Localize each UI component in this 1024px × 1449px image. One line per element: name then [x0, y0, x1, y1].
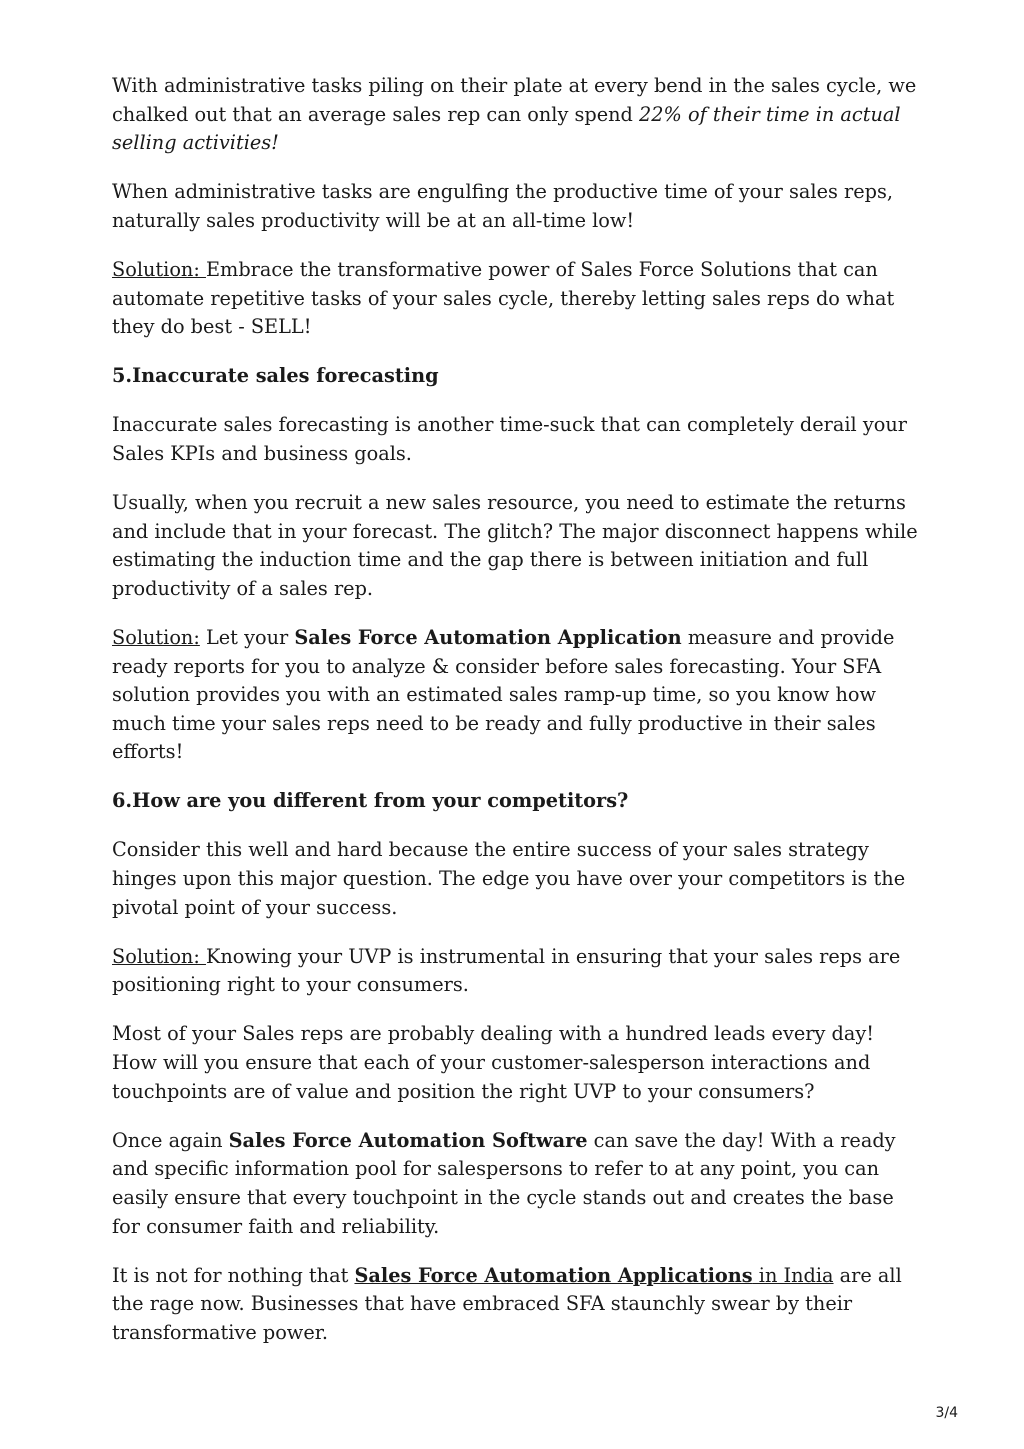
solution-text-pre: Let your	[199, 625, 295, 649]
paragraph-forecasting-intro: Inaccurate sales forecasting is another time-suck that can completely derail your Sales KPIs and business goals.	[112, 413, 907, 465]
paragraph-sfa-software	[112, 1127, 924, 1241]
italic-statistic: 22% of their time in actual selling activities!	[112, 102, 901, 155]
bold-term: Sales Force Automation Application	[294, 625, 682, 649]
paragraph-text-pre: It is not for nothing that	[112, 1263, 355, 1287]
heading-competitors: 6.How are you different from your competitors?	[112, 789, 629, 813]
paragraph-admin-tasks	[112, 72, 924, 158]
bold-term: Sales Force Automation Software	[228, 1128, 588, 1152]
paragraph-solution-automate	[112, 256, 924, 342]
link-text: in India	[752, 1263, 834, 1287]
paragraph-productivity: When administrative tasks are engulfing the productive time of your sales reps, naturally sales productivity will be at an all-time low!	[112, 180, 894, 232]
solution-text: Embrace the transformative power of Sales Force Solutions that can automate repetitive tasks of your sales cycle, thereby letting sales reps do what they do best - SELL!	[112, 257, 895, 339]
solution-label: Solution:	[112, 944, 206, 968]
document-body	[112, 72, 924, 1368]
page-number: 3/4	[935, 1405, 958, 1421]
paragraph-solution-sfa-app	[112, 624, 924, 767]
solution-label: Solution:	[112, 625, 200, 649]
paragraph-text: With administrative tasks piling on their plate at every bend in the sales cycle, we chalked out that an average sales rep can only spend	[112, 74, 917, 126]
solution-label: Solution:	[112, 257, 206, 281]
paragraph-text-pre: Once again	[112, 1128, 229, 1152]
paragraph-text-post: can save the day! With a ready and specific information pool for salespersons to refer to at any point, you can easily ensure that every touchpoint in the cycle stands out and creates the base for consumer faith and reliability.	[112, 1128, 896, 1238]
paragraph-leads: Most of your Sales reps are probably dealing with a hundred leads every day! How will you ensure that each of your customer-salesperson interactions and touchpoints are of value and position the right UVP to your consumers?	[112, 1022, 874, 1103]
heading-inaccurate-forecasting: 5.Inaccurate sales forecasting	[112, 364, 439, 388]
solution-text: Knowing your UVP is instrumental in ensuring that your sales reps are positioning right to your consumers.	[112, 944, 901, 997]
sfa-applications-link[interactable]	[354, 1264, 833, 1287]
paragraph-sfa-india	[112, 1262, 924, 1348]
paragraph-forecasting-detail: Usually, when you recruit a new sales resource, you need to estimate the returns and include that in your forecast. The glitch? The major disconnect happens while estimating the induction time and the gap there is between initiation and full productivity of a sales rep.	[112, 491, 918, 600]
paragraph-text-post: are all the rage now. Businesses that have embraced SFA staunchly swear by their transformative power.	[112, 1263, 902, 1344]
solution-text-post: measure and provide ready reports for you to analyze & consider before sales forecasting. Your SFA solution provides you with an estimated sales ramp-up time, so you know how much time your sales reps need to be ready and fully productive in their sales efforts!	[112, 625, 895, 764]
paragraph-solution-uvp	[112, 943, 924, 1000]
link-bold-text: Sales Force Automation Applications	[354, 1263, 753, 1287]
paragraph-competitors: Consider this well and hard because the entire success of your sales strategy hinges upon this major question. The edge you have over your competitors is the pivotal point of your success.	[112, 838, 906, 919]
